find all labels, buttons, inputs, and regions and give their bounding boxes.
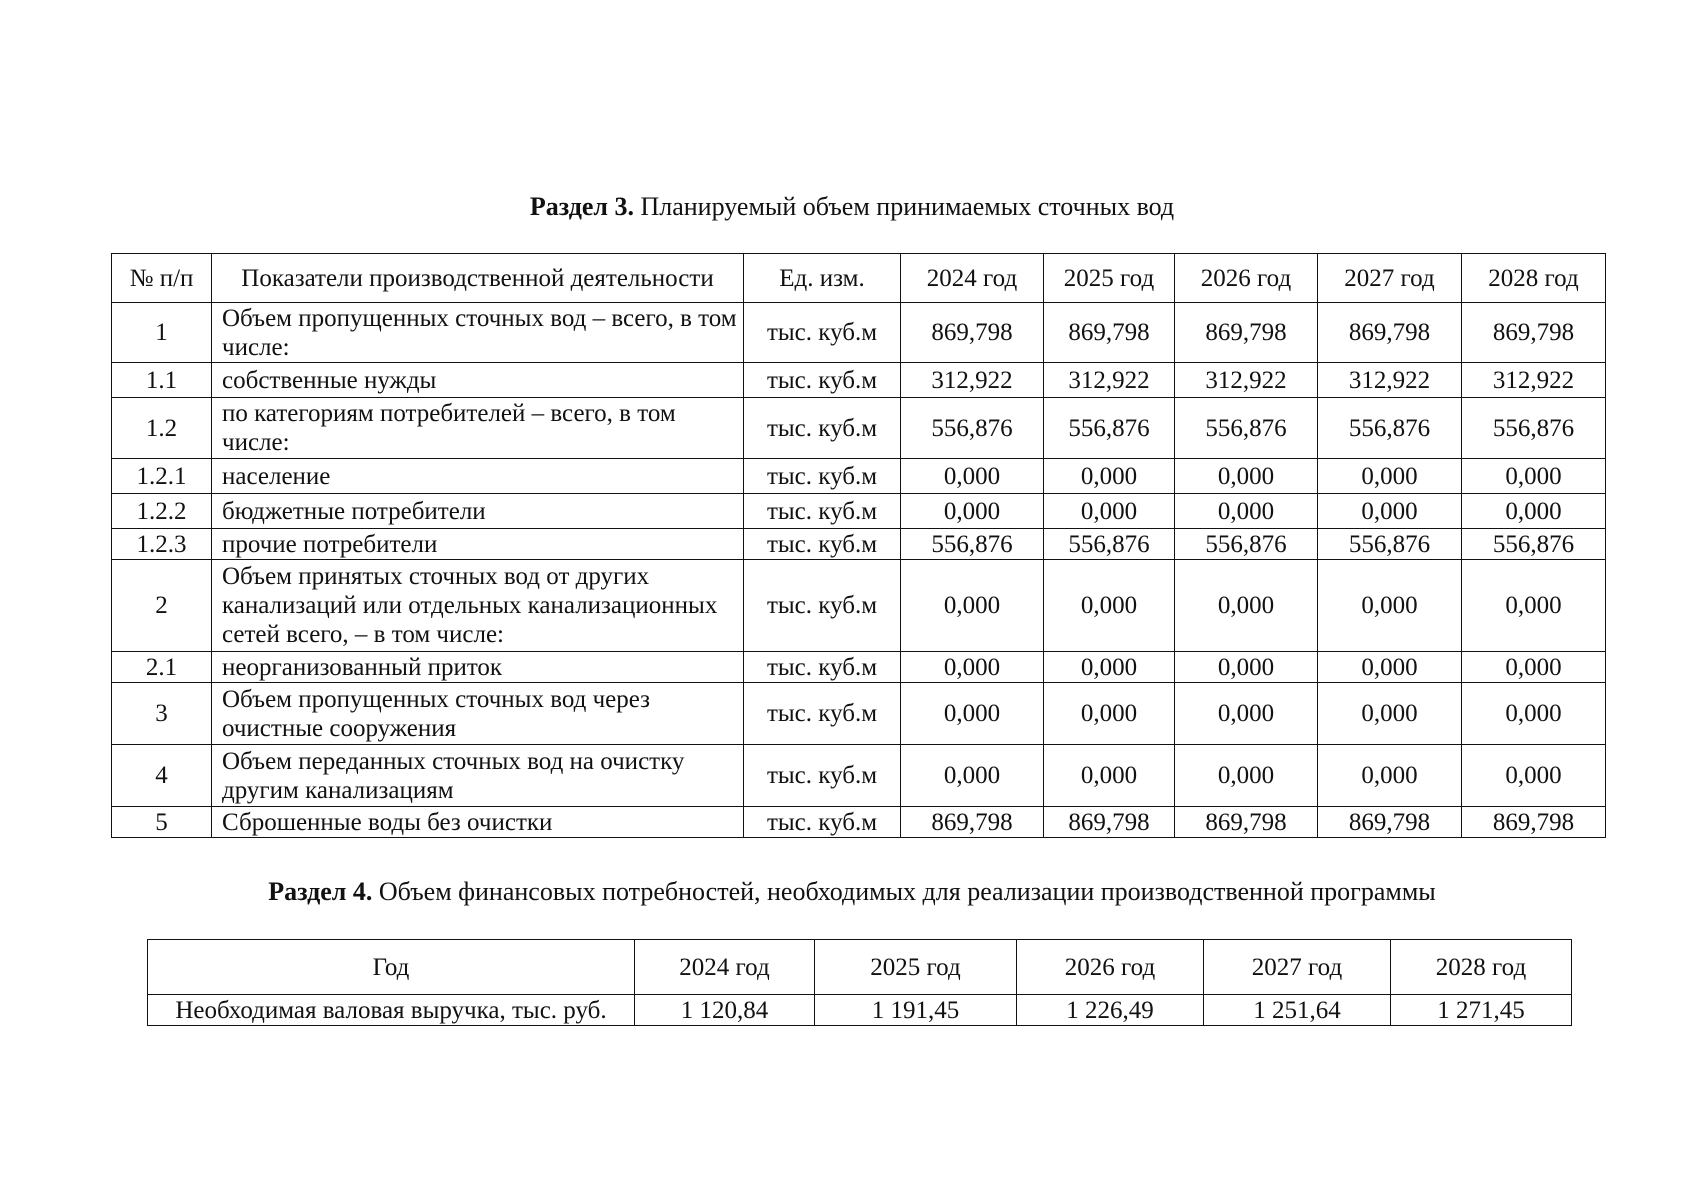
indicator-name: население — [212, 459, 744, 494]
value-2024: 556,876 — [901, 398, 1044, 459]
value-2024: 0,000 — [901, 652, 1044, 683]
value-2027: 1 251,64 — [1204, 995, 1391, 1026]
row-number: 4 — [112, 745, 212, 807]
value-2027: 0,000 — [1318, 745, 1462, 807]
value-2028: 1 271,45 — [1391, 995, 1572, 1026]
value-2026: 869,798 — [1175, 303, 1318, 363]
table-row — [148, 995, 1572, 1026]
indicator-name: Объем пропущенных сточных вод через очистные сооружения — [212, 683, 744, 745]
value-2025: 0,000 — [1044, 683, 1175, 745]
table-row — [112, 363, 1606, 398]
column-header: 2025 год — [815, 940, 1017, 995]
unit: тыс. куб.м — [744, 494, 901, 529]
row-number: 2.1 — [112, 652, 212, 683]
value-2025: 869,798 — [1044, 303, 1175, 363]
table-header-row — [148, 940, 1572, 995]
column-header: Показатели производственной деятельности — [212, 254, 744, 303]
row-number: 3 — [112, 683, 212, 745]
value-2026: 0,000 — [1175, 683, 1318, 745]
value-2028: 869,798 — [1462, 303, 1606, 363]
column-header: 2026 год — [1175, 254, 1318, 303]
value-2027: 556,876 — [1318, 529, 1462, 560]
value-2025: 869,798 — [1044, 807, 1175, 838]
row-number: 1.1 — [112, 363, 212, 398]
unit: тыс. куб.м — [744, 807, 901, 838]
unit: тыс. куб.м — [744, 398, 901, 459]
value-2026: 0,000 — [1175, 652, 1318, 683]
value-2026: 312,922 — [1175, 363, 1318, 398]
indicator-name: Объем переданных сточных вод на очистку другим канализациям — [212, 745, 744, 807]
column-header: 2024 год — [635, 940, 815, 995]
value-2024: 556,876 — [901, 529, 1044, 560]
value-2027: 312,922 — [1318, 363, 1462, 398]
value-2027: 0,000 — [1318, 652, 1462, 683]
value-2027: 0,000 — [1318, 459, 1462, 494]
value-2024: 0,000 — [901, 459, 1044, 494]
value-2028: 0,000 — [1462, 683, 1606, 745]
value-2025: 1 191,45 — [815, 995, 1017, 1026]
indicator-name: Объем принятых сточных вод от других канализаций или отдельных канализационных сетей всего, – в том числе: — [212, 560, 744, 652]
value-2027: 556,876 — [1318, 398, 1462, 459]
indicator-name: собственные нужды — [212, 363, 744, 398]
value-2026: 556,876 — [1175, 398, 1318, 459]
table-row — [112, 560, 1606, 652]
row-number: 1.2 — [112, 398, 212, 459]
section4-label: Раздел 4. — [268, 877, 373, 906]
value-2025: 0,000 — [1044, 652, 1175, 683]
value-2024: 0,000 — [901, 560, 1044, 652]
value-2027: 0,000 — [1318, 560, 1462, 652]
column-header: 2028 год — [1462, 254, 1606, 303]
row-number: 1.2.1 — [112, 459, 212, 494]
value-2028: 0,000 — [1462, 745, 1606, 807]
column-header: № п/п — [112, 254, 212, 303]
value-2025: 0,000 — [1044, 494, 1175, 529]
section4-title: Объем финансовых потребностей, необходимых для реализации производственной программы — [378, 877, 1436, 906]
value-2028: 0,000 — [1462, 652, 1606, 683]
section4-heading — [0, 877, 1704, 907]
table-row — [112, 807, 1606, 838]
row-number: 2 — [112, 560, 212, 652]
wastewater-volume-table — [111, 253, 1606, 838]
row-number: 1.2.3 — [112, 529, 212, 560]
value-2025: 556,876 — [1044, 529, 1175, 560]
unit: тыс. куб.м — [744, 529, 901, 560]
unit: тыс. куб.м — [744, 683, 901, 745]
value-2028: 0,000 — [1462, 459, 1606, 494]
row-number: 1.2.2 — [112, 494, 212, 529]
indicator-name: Объем пропущенных сточных вод – всего, в том числе: — [212, 303, 744, 363]
value-2028: 0,000 — [1462, 560, 1606, 652]
column-header: 2028 год — [1391, 940, 1572, 995]
value-2026: 0,000 — [1175, 745, 1318, 807]
row-number: 5 — [112, 807, 212, 838]
value-2028: 869,798 — [1462, 807, 1606, 838]
unit: тыс. куб.м — [744, 303, 901, 363]
value-2027: 869,798 — [1318, 807, 1462, 838]
unit: тыс. куб.м — [744, 652, 901, 683]
table-row — [112, 459, 1606, 494]
value-2026: 556,876 — [1175, 529, 1318, 560]
column-header: 2026 год — [1017, 940, 1204, 995]
section3-label: Раздел 3. — [529, 192, 634, 221]
column-header: Ед. изм. — [744, 254, 901, 303]
column-header: 2027 год — [1204, 940, 1391, 995]
unit: тыс. куб.м — [744, 459, 901, 494]
value-2025: 312,922 — [1044, 363, 1175, 398]
value-2028: 556,876 — [1462, 398, 1606, 459]
value-2024: 869,798 — [901, 807, 1044, 838]
value-2025: 0,000 — [1044, 459, 1175, 494]
value-2027: 0,000 — [1318, 683, 1462, 745]
value-2024: 312,922 — [901, 363, 1044, 398]
table-row — [112, 683, 1606, 745]
table-row — [112, 303, 1606, 363]
indicator-name: бюджетные потребители — [212, 494, 744, 529]
unit: тыс. куб.м — [744, 745, 901, 807]
value-2028: 556,876 — [1462, 529, 1606, 560]
value-2025: 0,000 — [1044, 745, 1175, 807]
value-2025: 556,876 — [1044, 398, 1175, 459]
section3-heading — [0, 192, 1704, 222]
indicator-name: прочие потребители — [212, 529, 744, 560]
value-2026: 0,000 — [1175, 494, 1318, 529]
table-row — [112, 494, 1606, 529]
indicator-name: по категориям потребителей – всего, в том числе: — [212, 398, 744, 459]
value-2024: 0,000 — [901, 683, 1044, 745]
column-header: Год — [148, 940, 635, 995]
column-header: 2027 год — [1318, 254, 1462, 303]
indicator-name: Сброшенные воды без очистки — [212, 807, 744, 838]
value-2024: 0,000 — [901, 494, 1044, 529]
table-row — [112, 652, 1606, 683]
value-2027: 869,798 — [1318, 303, 1462, 363]
value-2024: 1 120,84 — [635, 995, 815, 1026]
table-row — [112, 745, 1606, 807]
unit: тыс. куб.м — [744, 363, 901, 398]
indicator-name: Необходимая валовая выручка, тыс. руб. — [148, 995, 635, 1026]
section3-title: Планируемый объем принимаемых сточных вод — [640, 192, 1175, 221]
value-2026: 0,000 — [1175, 459, 1318, 494]
value-2028: 312,922 — [1462, 363, 1606, 398]
table-header-row — [112, 254, 1606, 303]
value-2024: 869,798 — [901, 303, 1044, 363]
value-2024: 0,000 — [901, 745, 1044, 807]
indicator-name: неорганизованный приток — [212, 652, 744, 683]
column-header: 2025 год — [1044, 254, 1175, 303]
value-2026: 869,798 — [1175, 807, 1318, 838]
financial-needs-table — [147, 939, 1572, 1026]
unit: тыс. куб.м — [744, 560, 901, 652]
value-2026: 0,000 — [1175, 560, 1318, 652]
table-row — [112, 398, 1606, 459]
row-number: 1 — [112, 303, 212, 363]
value-2026: 1 226,49 — [1017, 995, 1204, 1026]
value-2027: 0,000 — [1318, 494, 1462, 529]
value-2028: 0,000 — [1462, 494, 1606, 529]
value-2025: 0,000 — [1044, 560, 1175, 652]
table-row — [112, 529, 1606, 560]
column-header: 2024 год — [901, 254, 1044, 303]
